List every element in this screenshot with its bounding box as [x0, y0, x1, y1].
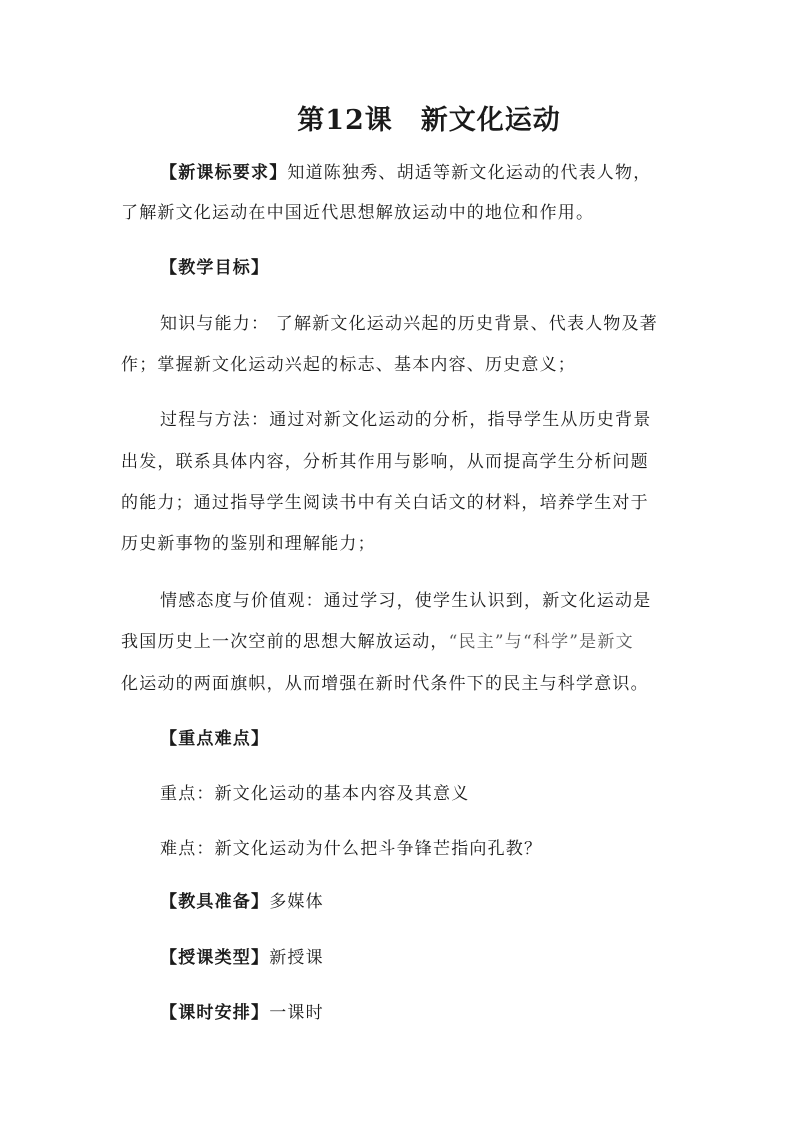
title-number: 12	[325, 105, 365, 136]
curriculum-text-1: 知道陈独秀、胡适等新文化运动的代表人物，	[287, 163, 652, 183]
process-line-1: 过程与方法：通过对新文化运动的分析，指导学生从历史背景	[160, 410, 652, 430]
attitude-text-2b: “民主”与“科学”是新文	[448, 632, 634, 652]
knowledge-line-1: 知识与能力： 了解新文化运动兴起的历史背景、代表人物及著	[160, 314, 659, 334]
attitude-line-3: 化运动的两面旗帜，从而增强在新时代条件下的民主与科学意识。	[121, 674, 649, 694]
schedule-value: 一课时	[269, 1003, 324, 1023]
key-points-heading: 【重点难点】	[160, 729, 270, 749]
key-point: 重点：新文化运动的基本内容及其意义	[160, 784, 470, 804]
schedule-label: 【课时安排】	[160, 1003, 270, 1023]
lesson-type-label: 【授课类型】	[160, 948, 270, 968]
title-suffix: 课	[364, 105, 393, 136]
tools-value: 多媒体	[269, 892, 324, 912]
knowledge-line-2: 作；掌握新文化运动兴起的标志、基本内容、历史意义；	[121, 355, 576, 375]
title-name: 新文化运动	[420, 105, 561, 136]
process-line-2: 出发，联系具体内容，分析其作用与影响，从而提高学生分析问题	[121, 452, 649, 472]
curriculum-line-1	[160, 162, 651, 184]
attitude-line-1: 情感态度与价值观：通过学习，使学生认识到，新文化运动是	[160, 591, 652, 611]
difficult-point: 难点：新文化运动为什么把斗争锋芒指向孔教？	[160, 839, 543, 859]
tools-label: 【教具准备】	[160, 892, 270, 912]
schedule-line	[160, 1002, 324, 1024]
curriculum-line-2: 了解新文化运动在中国近代思想解放运动中的地位和作用。	[121, 203, 595, 223]
process-line-4: 历史新事物的鉴别和理解能力；	[121, 534, 376, 554]
curriculum-label: 【新课标要求】	[160, 163, 288, 183]
goals-heading: 【教学目标】	[160, 258, 270, 278]
title-prefix: 第	[297, 105, 326, 136]
attitude-line-2	[121, 631, 634, 653]
process-line-3: 的能力；通过指导学生阅读书中有关白话文的材料，培养学生对于	[121, 493, 649, 513]
lesson-type-line	[160, 947, 324, 969]
lesson-type-value: 新授课	[269, 948, 324, 968]
attitude-text-2a: 我国历史上一次空前的思想大解放运动，	[121, 632, 449, 652]
tools-line	[160, 891, 324, 913]
page-title	[0, 98, 794, 137]
